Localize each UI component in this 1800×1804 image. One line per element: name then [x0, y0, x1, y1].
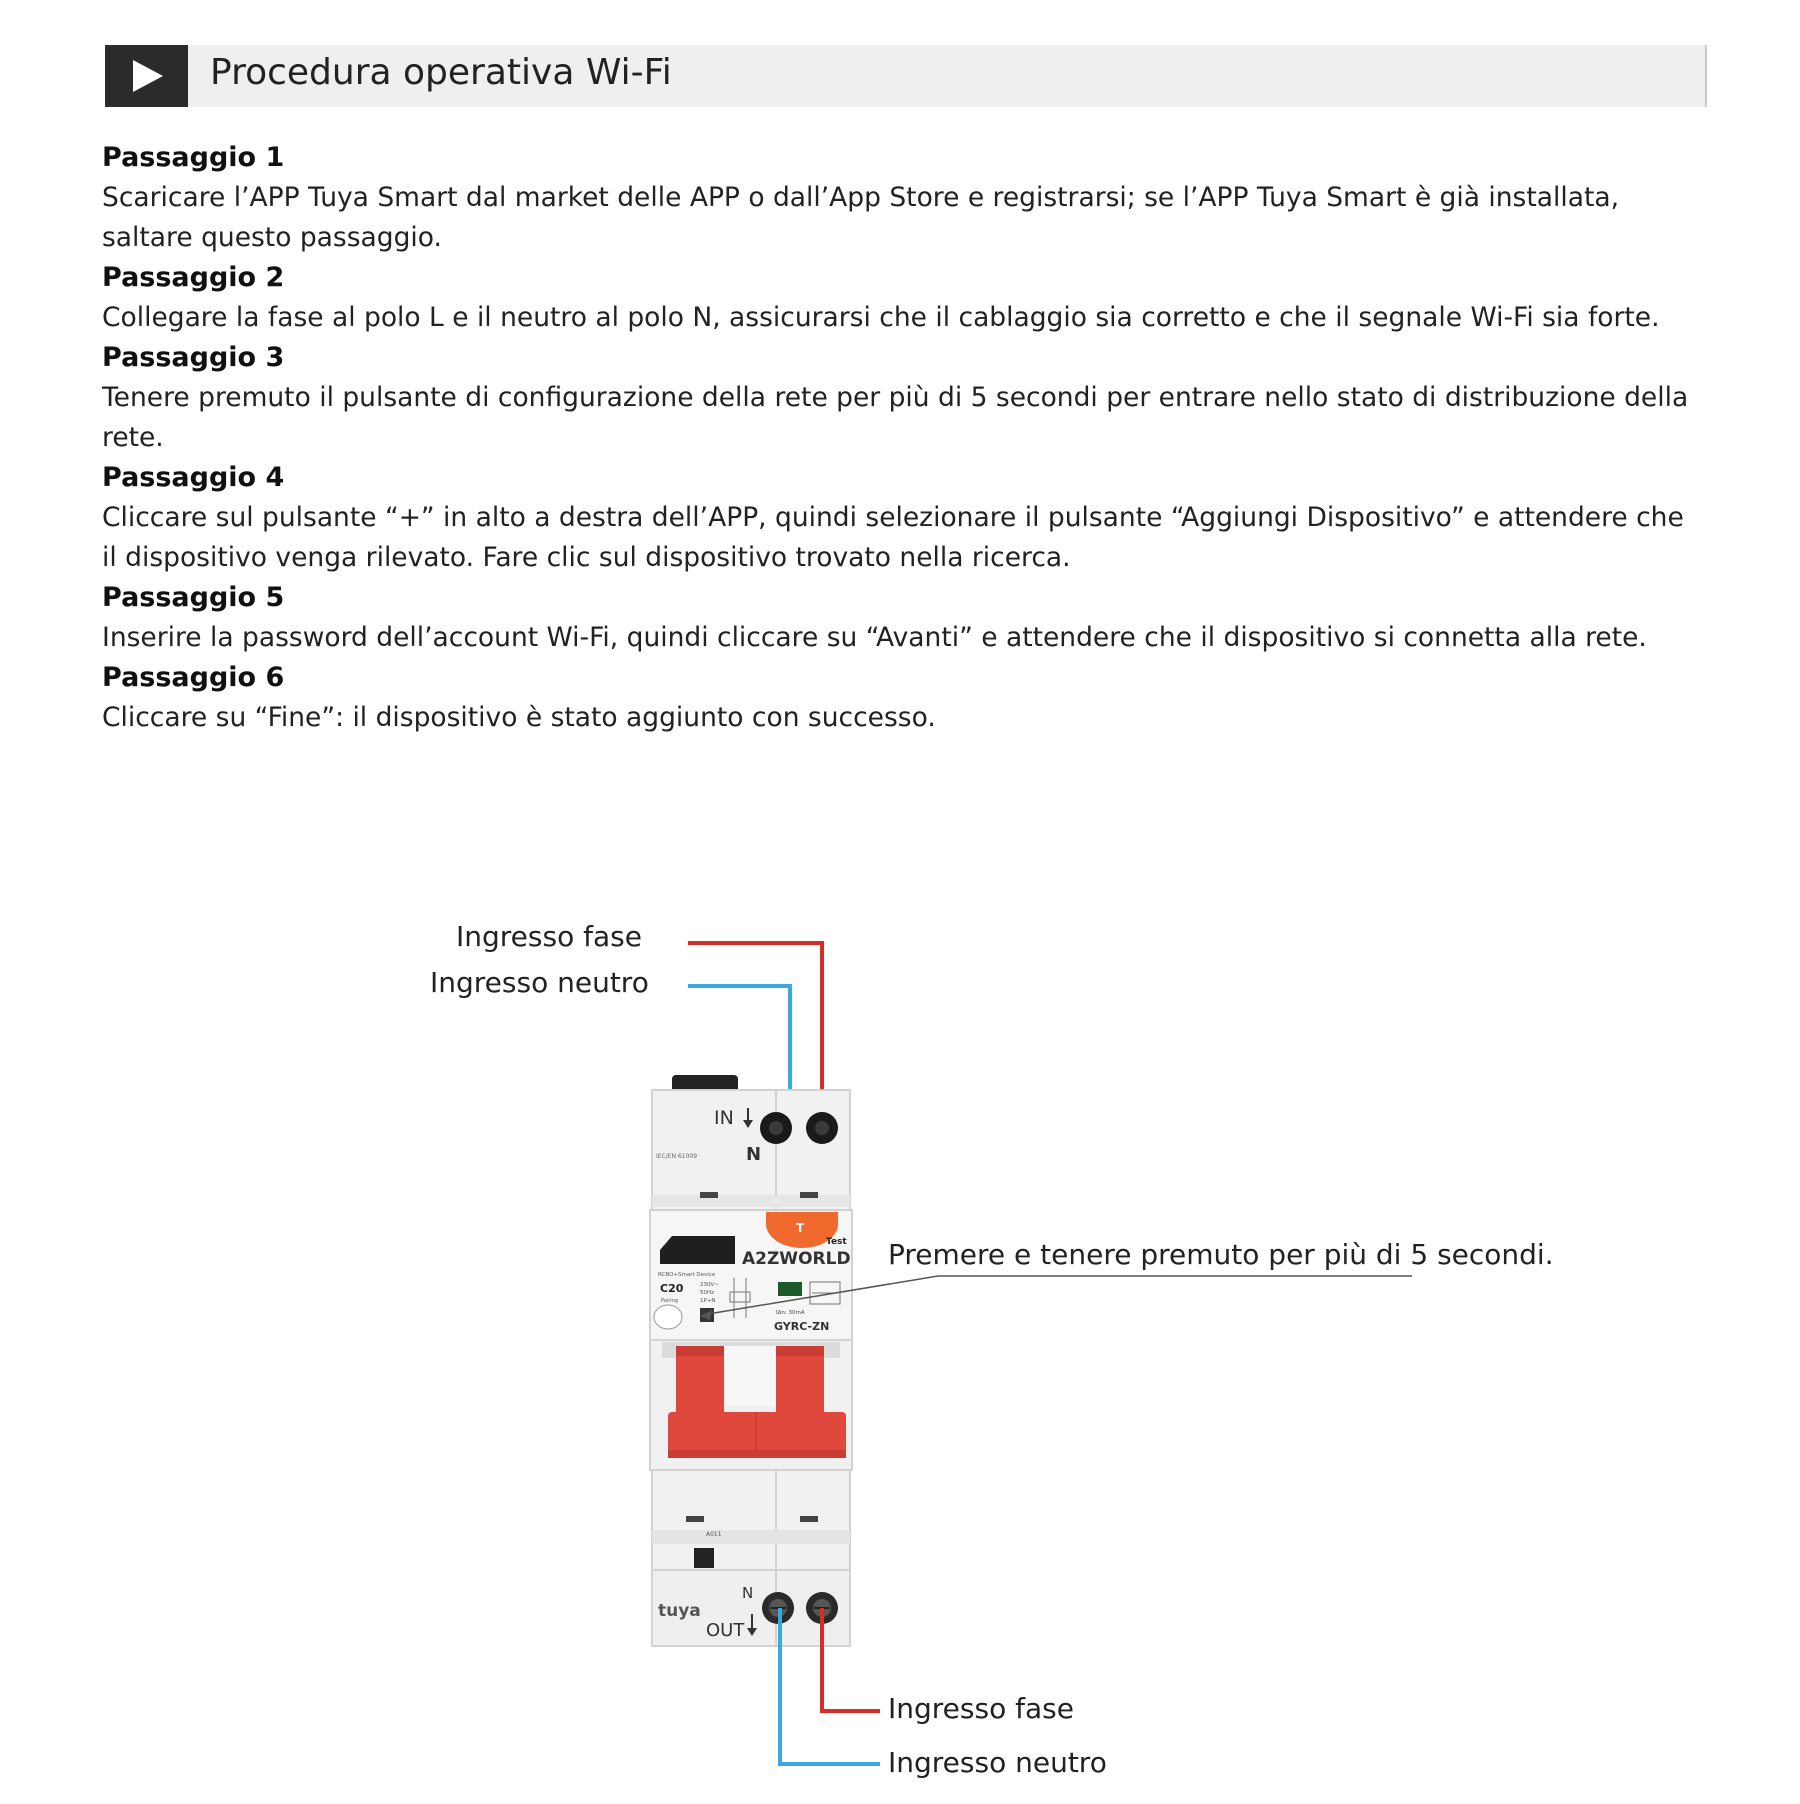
n-label-top: N: [746, 1144, 762, 1165]
bottom-code: A011: [706, 1531, 722, 1538]
step-6-text: Cliccare su “Fine”: il dispositivo è stato aggiunto con successo.: [102, 702, 936, 733]
idn-text: IΔn: 30mA: [776, 1310, 805, 1316]
output-neutral-label: Ingresso neutro: [888, 1746, 1107, 1779]
status-led: [778, 1282, 802, 1296]
rcbo-device: [650, 1075, 852, 1646]
page-title: Procedura operativa Wi-Fi: [210, 52, 672, 93]
rating-text: C20: [660, 1282, 684, 1295]
step-5-text: Inserire la password dell’account Wi-Fi, quindi cliccare su “Avanti” e attendere che il dispositivo si connetta alla rete.: [102, 622, 1647, 653]
button-callout-label: Premere e tenere premuto per più di 5 secondi.: [888, 1238, 1554, 1271]
standard-text: IEC/EN 61009: [656, 1153, 698, 1160]
step-6-title: Passaggio 6: [102, 662, 285, 693]
input-phase-label: Ingresso fase: [456, 920, 642, 953]
n-label-bottom: N: [742, 1584, 754, 1602]
step-4-text: Cliccare sul pulsante “+” in alto a destra dell’APP, quindi selezionare il pulsante “Aggiungi Dispositivo” e attendere che il dispositivo venga rilevato. Fare clic sul dispositivo trovato nella ricerca.: [102, 502, 1684, 573]
tuya-logo: tuya: [658, 1601, 701, 1621]
input-neutral-label: Ingresso neutro: [430, 966, 649, 999]
voltage-text: 230V~: [700, 1282, 719, 1288]
step-3-text: Tenere premuto il pulsante di configurazione della rete per più di 5 secondi per entrare nello stato di distribuzione della rete.: [102, 382, 1689, 453]
freq-text: 50Hz: [700, 1290, 715, 1296]
step-1-title: Passaggio 1: [102, 142, 285, 173]
type-text: RCBO+Smart Device: [658, 1272, 716, 1278]
poles-text: 1P+N: [700, 1298, 716, 1304]
step-4-title: Passaggio 4: [102, 462, 285, 493]
test-button-letter: T: [796, 1221, 805, 1235]
pairing-button-indicator[interactable]: [654, 1305, 682, 1329]
step-1-text: Scaricare l’APP Tuya Smart dal market delle APP o dall’App Store e registrarsi; se l’APP Tuya Smart è già installata, saltare questo passaggio.: [102, 182, 1620, 253]
test-label: Test: [826, 1237, 847, 1247]
step-3-title: Passaggio 3: [102, 342, 285, 373]
in-label: IN: [714, 1107, 734, 1129]
pairing-text: Pairing: [661, 1298, 679, 1304]
output-phase-label: Ingresso fase: [888, 1692, 1074, 1725]
step-5-title: Passaggio 5: [102, 582, 285, 613]
step-2-text: Collegare la fase al polo L e il neutro al polo N, assicurarsi che il cablaggio sia corretto e che il segnale Wi-Fi sia forte.: [102, 302, 1660, 333]
out-label: OUT: [706, 1620, 745, 1641]
brand-text: A2ZWORLD: [742, 1249, 851, 1269]
model-text: GYRC-ZN: [774, 1320, 830, 1333]
arrow-logo-icon: [660, 1236, 735, 1264]
step-2-title: Passaggio 2: [102, 262, 285, 293]
